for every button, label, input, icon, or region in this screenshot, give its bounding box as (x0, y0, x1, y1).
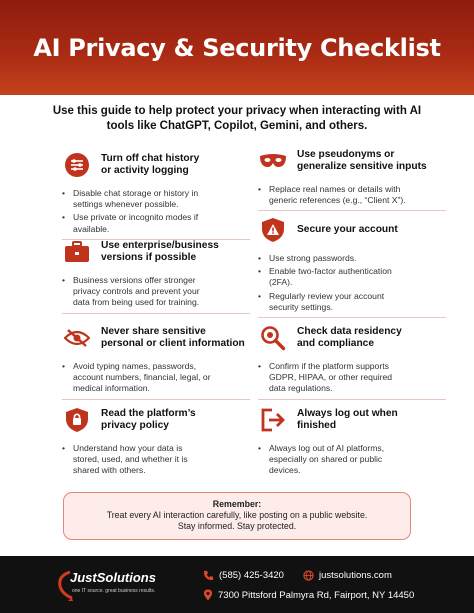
checklist-item-data-residency (258, 321, 458, 400)
website-url: justsolutions.com (319, 570, 392, 581)
location-pin-icon (203, 589, 213, 601)
item-bullets (258, 253, 458, 313)
item-bullets (258, 443, 458, 477)
sliders-icon (62, 150, 92, 180)
bullet: • Always log out of AI platforms, especially on shared or public devices. (258, 443, 458, 477)
checklist-item-sensitive-info (62, 321, 262, 400)
bullet: • Disable chat storage or history in settings whenever possible. (62, 188, 262, 210)
briefcase-icon (62, 237, 92, 267)
bullet: • Use private or incognito modes if available. (62, 212, 262, 234)
checklist-item-pseudonyms (258, 144, 458, 211)
item-title: Turn off chat history or activity logging (101, 152, 200, 176)
logout-icon (258, 405, 288, 435)
item-title: Use pseudonyms or generalize sensitive inputs (297, 148, 427, 172)
logo-text: JustSolutions (70, 570, 156, 585)
warning-shield-icon (258, 215, 288, 245)
checklist-item-log-out (258, 403, 458, 479)
globe-icon (303, 570, 314, 581)
item-title: Always log out when finished (297, 407, 398, 431)
item-bullets (62, 443, 262, 477)
item-title: Use enterprise/business versions if possible (101, 239, 219, 263)
page-title: AI Privacy & Security Checklist (33, 33, 441, 62)
bullet: • Regularly review your account security settings. (258, 291, 458, 313)
website-link[interactable] (303, 570, 392, 581)
phone-number: (585) 425-3420 (219, 570, 284, 581)
item-bullets (62, 188, 262, 235)
bullet: • Replace real names or details with generic references (e.g., “Client X”). (258, 184, 458, 206)
remember-title: Remember: (212, 499, 262, 509)
address-contact (203, 589, 414, 601)
phone-icon (203, 570, 214, 581)
checklist-item-privacy-policy (62, 403, 262, 479)
divider (62, 399, 250, 400)
item-bullets (258, 361, 458, 395)
bullet: • Avoid typing names, passwords, account numbers, financial, legal, or medical information. (62, 361, 262, 395)
item-bullets (62, 361, 262, 395)
divider (258, 317, 446, 318)
magnifier-icon (258, 323, 288, 353)
item-bullets (62, 275, 262, 309)
header-banner (0, 0, 474, 95)
bullet: • Enable two-factor authentication (2FA). (258, 266, 458, 288)
logo-tagline: one IT source. great business results. (72, 588, 156, 594)
checklist-item-chat-history (62, 148, 262, 240)
item-title: Check data residency and compliance (297, 325, 402, 349)
address-text: 7300 Pittsford Palmyra Rd, Fairport, NY 14450 (218, 589, 415, 601)
company-logo (56, 568, 176, 604)
bullet: • Understand how your data is stored, used, and whether it is shared with others. (62, 443, 262, 477)
privacy-shield-icon (62, 405, 92, 435)
intro-text: Use this guide to help protect your privacy when interacting with AI tools like ChatGPT, Copilot, Gemini, and others. (52, 105, 422, 132)
checklist-item-secure-account (258, 213, 458, 318)
hidden-eye-icon (62, 323, 92, 353)
bullet: • Use strong passwords. (258, 253, 458, 264)
item-bullets (258, 184, 458, 206)
divider (258, 210, 446, 211)
checklist-item-enterprise (62, 235, 262, 314)
item-title: Never share sensitive personal or client information (101, 325, 245, 349)
bullet: • Confirm if the platform supports GDPR, HIPAA, or other required data regulations. (258, 361, 458, 395)
divider (258, 399, 446, 400)
item-title: Secure your account (297, 223, 398, 235)
remember-box (63, 492, 411, 540)
phone-contact[interactable] (203, 570, 284, 581)
mask-icon (258, 146, 288, 176)
bullet: • Business versions offer stronger privacy controls and prevent your data from being used for training. (62, 275, 262, 309)
remember-line: Stay informed. Stay protected. (177, 521, 297, 531)
remember-line: Treat every AI interaction carefully, like posting on a public website. (106, 510, 368, 520)
footer (0, 556, 474, 613)
item-title: Read the platform’s privacy policy (101, 407, 196, 431)
divider (62, 313, 250, 314)
